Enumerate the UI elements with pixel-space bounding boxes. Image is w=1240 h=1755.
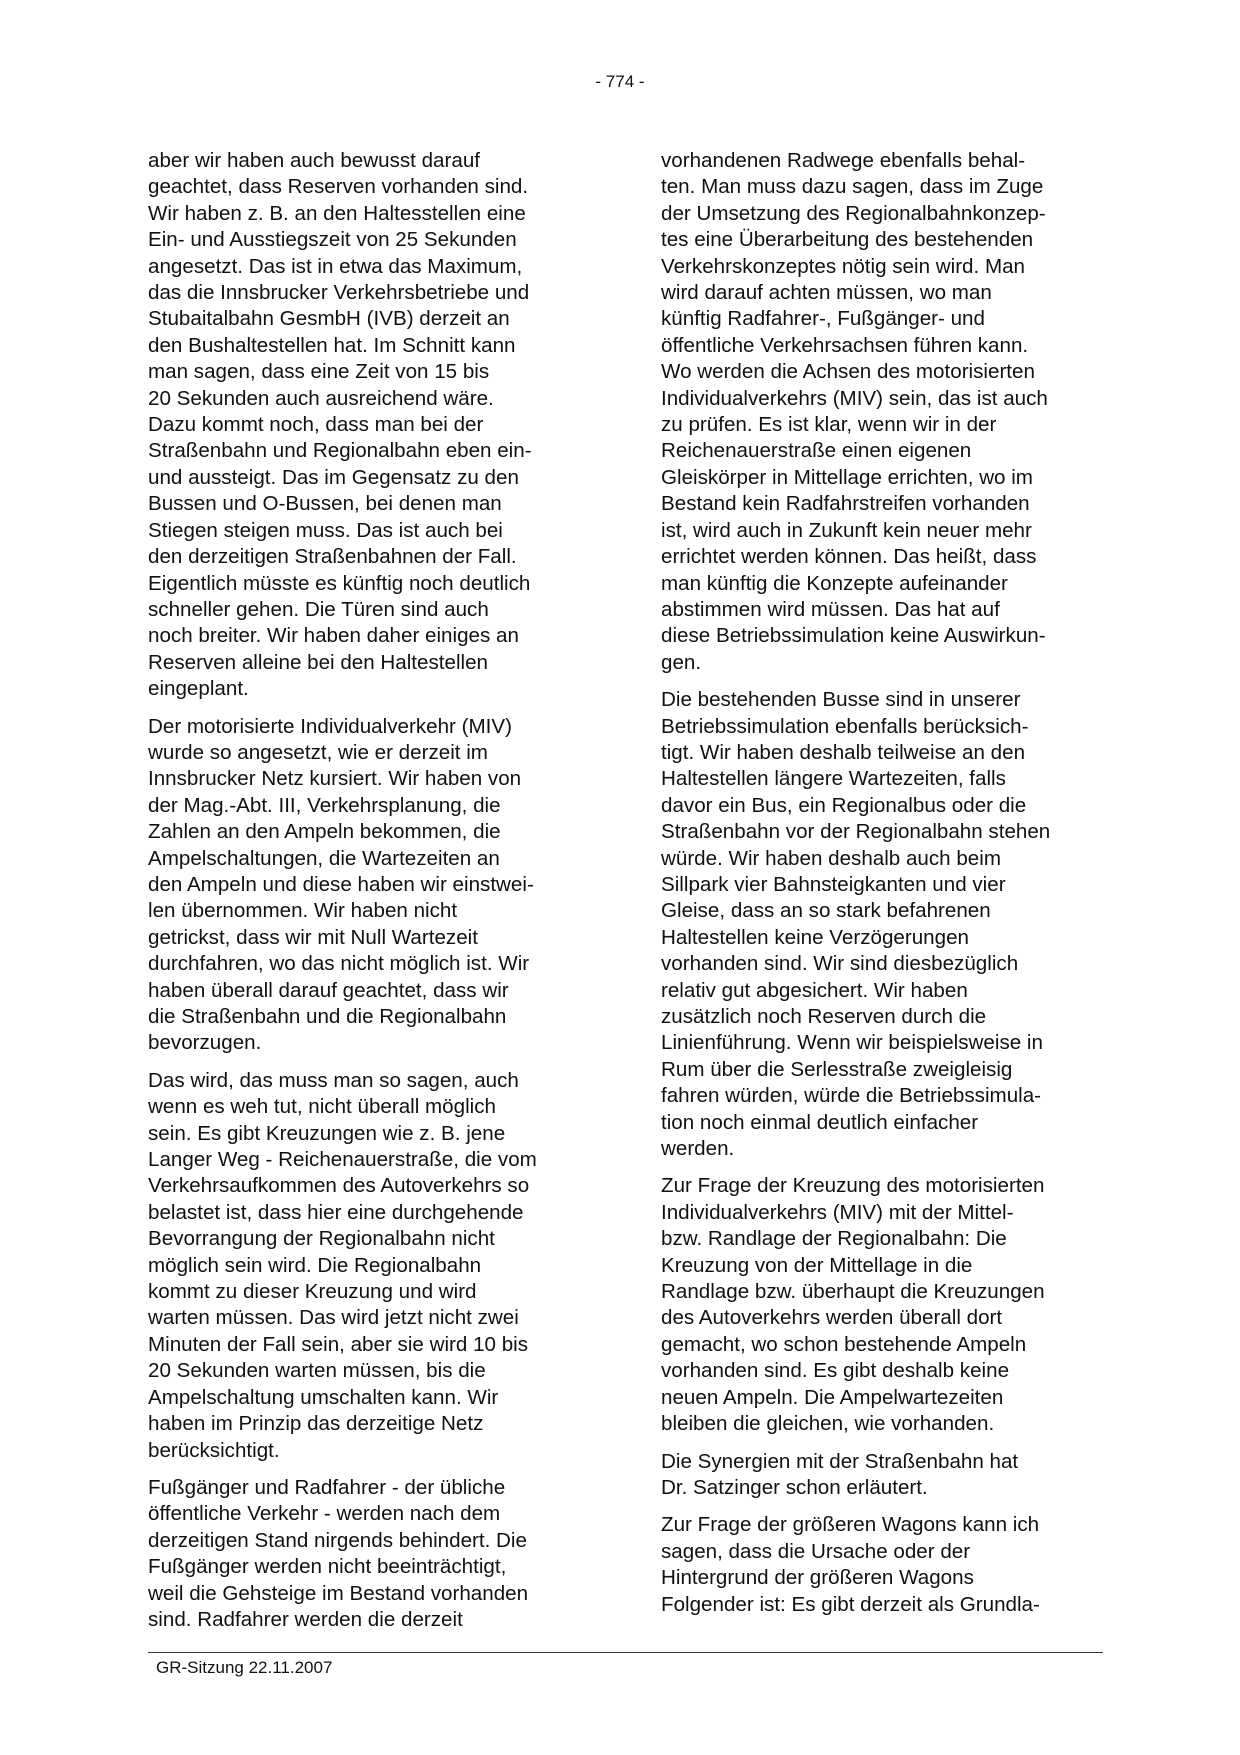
footer-session-date: GR-Sitzung 22.11.2007 — [156, 1658, 333, 1677]
right-text-column — [661, 148, 1106, 1629]
paragraph: Die Synergien mit der Straßenbahn hat Dr. Satzinger schon erläutert. — [661, 1449, 1019, 1499]
paragraph: Der motorisierte Individualverkehr (MIV) wurde so angesetzt, wie er derzeit im Innsbrucker Netz kursiert. Wir haben von der Mag.-Abt. III, Verkehrsplanung, die Zahlen an den Ampeln bekommen, die Ampelschaltungen, die Wartezeiten an den Ampeln und diese haben wir einstwei- len übernommen. Wir haben nicht getrickst, dass wir mit Null Wartezeit durchfahren, wo das nicht möglich ist. Wir haben überall darauf geachtet, dass wir die Straßenbahn und die Regionalbahn bevorzugen. — [148, 714, 534, 1055]
paragraph: Fußgänger und Radfahrer - der übliche öffentliche Verkehr - werden nach dem derzeitigen Stand nirgends behindert. Die Fußgänger werden nicht beeinträchtigt, weil die Gehsteige im Bestand vorhanden sind. Radfahrer werden die derzeit — [148, 1475, 529, 1631]
paragraph: Zur Frage der größeren Wagons kann ich sagen, dass die Ursache oder der Hintergrund der größeren Wagons Folgender ist: Es gibt derzeit als Grundla- — [661, 1513, 1040, 1616]
page-number: - 774 - — [595, 72, 645, 91]
paragraph: vorhandenen Radwege ebenfalls behal- ten. Man muss dazu sagen, dass im Zuge der Umsetzung des Regionalbahnkonzep- tes eine Überarbeitung des bestehenden Verkehrskonzeptes nötig sein wird. Man wird darauf achten müssen, wo man künftig Radfahrer-, Fußgänger- und öffentliche Verkehrsachsen führen kann. Wo werden die Achsen des motorisierten Individualverkehrs (MIV) sein, das ist auch zu prüfen. Es ist klar, wenn wir in der Reichenauerstraße einen eigenen Gleiskörper in Mittellage errichten, wo im Bestand kein Radfahrstreifen vorhanden ist, wird auch in Zukunft kein neuer mehr errichtet werden können. Das heißt, dass man künftig die Konzepte aufeinander abstimmen wird müssen. Das hat auf diese Betriebssimulation keine Auswirkun- gen. — [661, 149, 1048, 674]
paragraph: Die bestehenden Busse sind in unserer Betriebssimulation ebenfalls berücksich- tigt. Wir haben deshalb teilweise an den Haltestellen längere Wartezeiten, falls davor ein Bus, ein Regionalbus oder die Straßenbahn vor der Regionalbahn stehen würde. Wir haben deshalb auch beim Sillpark vier Bahnsteigkanten und vier Gleise, dass an so stark befahrenen Haltestellen keine Verzögerungen vorhanden sind. Wir sind diesbezüglich relativ gut abgesichert. Wir haben zusätzlich noch Reserven durch die Linienführung. Wenn wir beispielsweise in Rum über die Serlesstraße zweigleisig fahren würden, würde die Betriebssimula- tion noch einmal deutlich einfacher werden. — [661, 688, 1051, 1161]
paragraph: Das wird, das muss man so sagen, auch wenn es weh tut, nicht überall möglich sein. Es gibt Kreuzungen wie z. B. jene Langer Weg - Reichenauerstraße, die vom Verkehrsaufkommen des Autoverkehrs so belastet ist, dass hier eine durchgehende Bevorrangung der Regionalbahn nicht möglich sein wird. Die Regionalbahn kommt zu dieser Kreuzung und wird warten müssen. Das wird jetzt nicht zwei Minuten der Fall sein, aber sie wird 10 bis 20 Sekunden warten müssen, bis die Ampelschaltung umschalten kann. Wir haben im Prinzip das derzeitige Netz berücksichtigt. — [148, 1068, 537, 1462]
left-text-column — [148, 148, 593, 1644]
paragraph: aber wir haben auch bewusst darauf geachtet, dass Reserven vorhanden sind. Wir haben z. B. an den Haltesstellen eine Ein- und Ausstiegszeit von 25 Sekunden angesetzt. Das ist in etwa das Maximum, das die Innsbrucker Verkehrsbetriebe und Stubaitalbahn GesmbH (IVB) derzeit an den Bushaltestellen hat. Im Schnitt kann man sagen, dass eine Zeit von 15 bis 20 Sekunden auch ausreichend wäre. Dazu kommt noch, dass man bei der Straßenbahn und Regionalbahn eben ein- und aussteigt. Das im Gegensatz zu den Bussen und O-Bussen, bei denen man Stiegen steigen muss. Das ist auch bei den derzeitigen Straßenbahnen der Fall. Eigentlich müsste es künftig noch deutlich schneller gehen. Die Türen sind auch noch breiter. Wir haben daher einiges an Reserven alleine bei den Haltestellen eingeplant. — [148, 149, 532, 701]
footer-divider — [148, 1652, 1103, 1653]
paragraph: Zur Frage der Kreuzung des motorisierten Individualverkehrs (MIV) mit der Mittel- bzw. Randlage der Regionalbahn: Die Kreuzung von der Mittellage in die Randlage bzw. überhaupt die Kreuzungen des Autoverkehrs werden überall dort gemacht, wo schon bestehende Ampeln vorhanden sind. Es gibt deshalb keine neuen Ampeln. Die Ampelwartezeiten bleiben die gleichen, wie vorhanden. — [661, 1174, 1045, 1436]
